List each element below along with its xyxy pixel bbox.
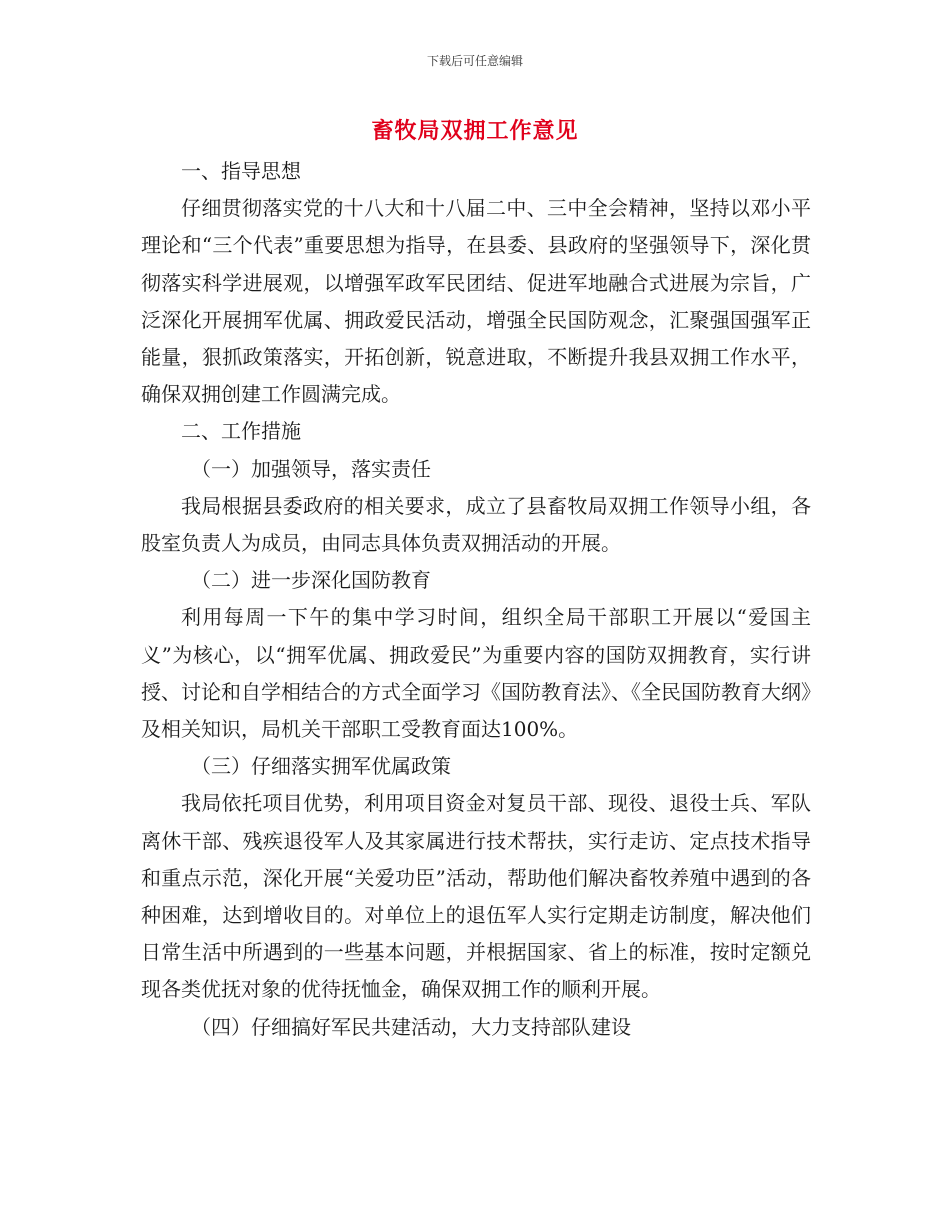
paragraph-guiding-ideology: 仔细贯彻落实党的十八大和十八届二中、三中全会精神，坚持以邓小平理论和“三个代表”重要思想为指导，在县委、县政府的坚强领导下，深化贯彻落实科学进展观，以增强军政军民团结、促进军地融合式进展为宗旨，广泛深化开展拥军优属、拥政爱民活动，增强全民国防观念，汇聚强国强军正能量，狠抓政策落实，开拓创新，锐意进取，不断提升我县双拥工作水平，确保双拥创建工作圆满完成。 [141, 196, 811, 407]
section-heading-work-measures: 二、工作措施 [181, 419, 301, 444]
subheading-defense-education: （二）进一步深化国防教育 [191, 568, 431, 593]
document-body [141, 153, 811, 1046]
paragraph-leadership: 我局根据县委政府的相关要求，成立了县畜牧局双拥工作领导小组，各股室负责人为成员，由同志具体负责双拥活动的开展。 [141, 493, 811, 556]
paragraph-defense-education: 利用每周一下午的集中学习时间，组织全局干部职工开展以“爱国主义”为核心，以“拥军优属、拥政爱民”为重要内容的国防双拥教育，实行讲授、讨论和自学相结合的方式全面学习《国防教育法》、《全民国防教育大纲》及相关知识，局机关干部职工受教育面达100%。 [141, 605, 811, 742]
section-heading-guiding-ideology: 一、指导思想 [181, 159, 301, 183]
subheading-military-support-policy: （三）仔细落实拥军优属政策 [191, 754, 451, 779]
header-note: 下载后可任意编辑 [426, 54, 523, 68]
subheading-civil-military-cooperation: （四）仔细搞好军民共建活动，大力支持部队建设 [191, 1014, 631, 1039]
document-title: 畜牧局双拥工作意见 [371, 118, 579, 144]
paragraph-military-support-policy: 我局依托项目优势，利用项目资金对复员干部、现役、退役士兵、军队离休干部、残疾退役军人及其家属进行技术帮扶，实行走访、定点技术指导和重点示范，深化开展“关爱功臣”活动，帮助他们解决畜牧养殖中遇到的各种困难，达到增收目的。对单位上的退伍军人实行定期走访制度，解决他们日常生活中所遇到的一些基本问题，并根据国家、省上的标准，按时定额兑现各类优抚对象的优待抚恤金，确保双拥工作的顺利开展。 [141, 791, 811, 1002]
subheading-leadership: （一）加强领导，落实责任 [191, 456, 431, 481]
